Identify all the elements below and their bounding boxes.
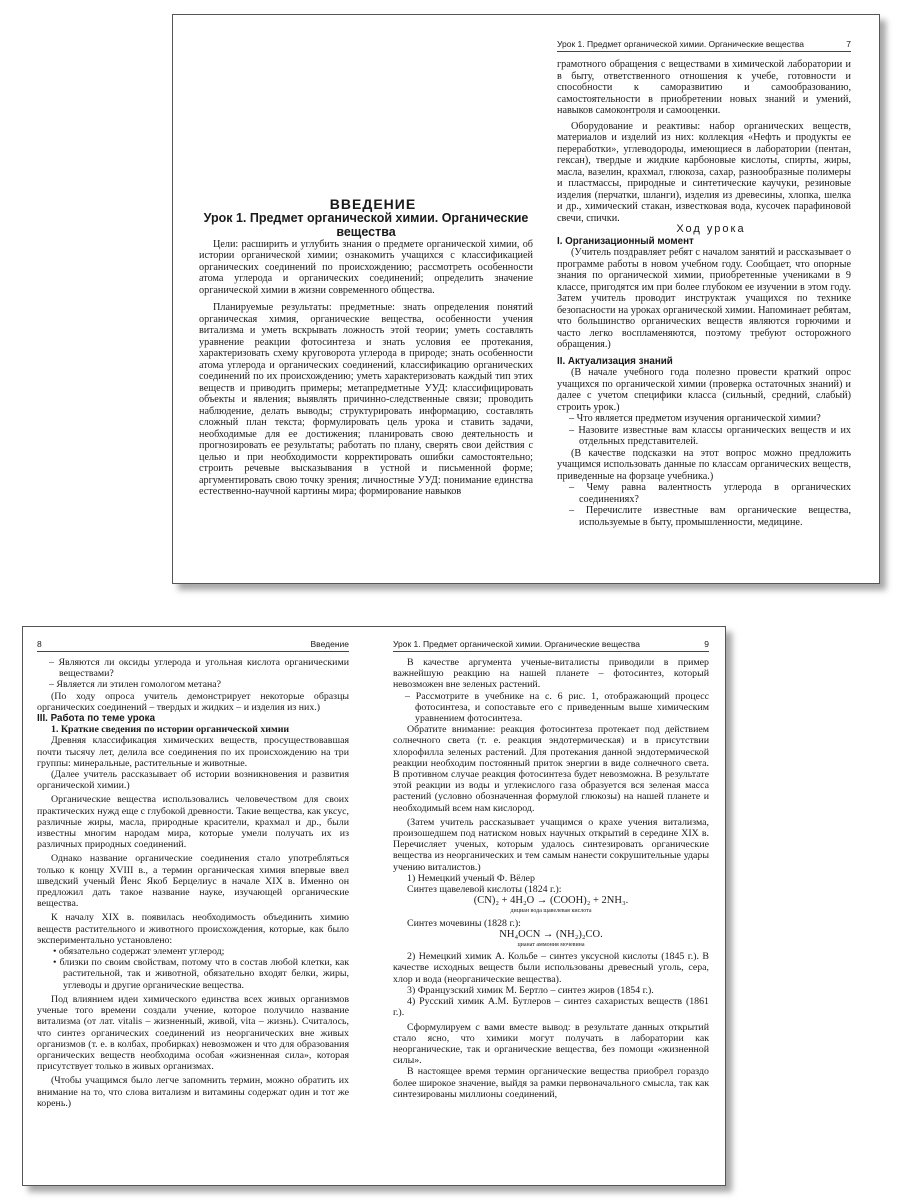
question-3: – Чему равна валентность углерода в органических соединениях?	[569, 482, 851, 505]
paragraph: Однако название органические соединения стало употребляться только к концу XVIII в., а термин органическая химия впервые ввел шведский ученый Йенс Якоб Берцелиус в начале XIX в. Именно он предложил дать такое название науке, изучающей органические вещества.	[37, 853, 349, 910]
paragraph: (Далее учитель рассказывает об истории возникновения и развития органической химии.)	[37, 769, 349, 792]
page-9-header	[393, 639, 709, 652]
paragraph: Под влиянием идеи химического единства всех живых организмов ученые того времени создали учение, которое получило название витализма (от лат. vitalis – жизненный, живой, vita – жизнь). Считалось, что синтез органических соединений из неорганических вне живых организмов (т. е. в колбах, пробирках) невозможен и что для образования органических веществ необходима особая «жизненная сила», которая присутствует только в живых организмах.	[37, 993, 349, 1073]
paragraph: Органические вещества использовались человечеством для своих практических нужд еще с глубокой древности. Такие вещества, как уксус, различные жиры, масла, природные красители, крахмал и др., были известны многим народам мира, которые умели получать их из различных природных соединений.	[37, 794, 349, 851]
page-7	[172, 14, 880, 584]
paragraph: (Затем учитель рассказывает учащимся о крахе учения витализма, произошедшем под натиском новых научных открытий в середине XIX в. Перечисляет ученых, которым удалось синтезировать органические вещества из неорганических и тем самым нанести сокрушительные удары учению виталистов.)	[393, 816, 709, 873]
paragraph: В качестве аргумента ученые-виталисты приводили в пример важнейшую реакцию на нашей планете – фотосинтез, который невозможен вне зеленых растений.	[393, 657, 709, 691]
section-1-title: I. Организационный момент	[557, 235, 694, 247]
left-column	[199, 196, 533, 498]
continuation-paragraph: грамотного обращения с веществами в химической лаборатории и в быту, ответственного отношения к учебе, готовности и способности к саморазвитию и самообразованию, самостоятельности в приобретении новых знаний и умений, навыков самоконтроля и самооценки.	[557, 59, 851, 116]
bullet-item: • близки по своим свойствам, потому что в состав любой клетки, как растительной, так и животной, обязательно входят белки, жиры, углеводы и другие органические вещества.	[53, 957, 349, 991]
formula-labels: дициан вода щавелевая кислота	[510, 908, 592, 915]
list-item: 1) Немецкий ученый Ф. Вёлер	[407, 872, 535, 884]
goals-paragraph: Цели: расширить и углубить знания о предмете органической химии, об истории органической химии; ознакомить учащихся с классификацией органических соединений по происхождению; рассмотреть особенности атома углерода и органических соединений; определить значение органической химии в жизни современного общества.	[199, 238, 533, 296]
formula-urea: NH₄OCN → (NH₂)₂CO.	[499, 928, 603, 940]
page-8-header	[37, 639, 349, 652]
page-header	[557, 39, 851, 52]
paragraph: Обратите внимание: реакция фотосинтеза протекает под действием солнечного света (т. е. реакция эндотермическая) и в присутствии хлорофилла зеленых растений. Для протекания данной эндотермической реакции необходим постоянный приток энергии в виде солнечного света. В противном случае реакция фотосинтеза будет невозможна. В результате этой реакции из воды и углекислого газа образуется вся зеленая масса растений (условно обозначенная формулой глюкозы) на нашей планете и необходимый всем нам кислород.	[393, 724, 709, 814]
list-item: Синтез мочевины (1828 г.):	[407, 917, 521, 929]
page-number: 9	[704, 639, 709, 649]
page-number: 8	[37, 639, 42, 649]
paragraph: (По ходу опроса учитель демонстрирует некоторые образцы органических соединений – твердых и жидких – и изделия из них.)	[37, 690, 349, 713]
paragraph: Древняя классификация химических веществ, просуществовавшая почти тысячу лет, делила все соединения по их происхождению на три группы: минеральные, растительные и животные.	[37, 735, 349, 769]
section-3-title: III. Работа по теме урока	[37, 713, 156, 725]
lesson-title: Урок 1. Предмет органической химии. Органические вещества	[203, 210, 529, 239]
question-1: – Что является предметом изучения органической химии?	[569, 413, 821, 424]
results-paragraph: Планируемые результаты: предметные: знать определения понятий органическая химия, органические вещества, особенности учения витализма и уметь вскрывать ложность этой теории; уметь составлять уравнение реакции фотосинтеза и знать условия ее протекания, характеризовать схему круговорота углерода в природе; знать особенности атома углерода и органических соединений, классификацию органических соединений по их происхождению; уметь характеризовать каждый тип этих веществ и приводить примеры; метапредметные УУД: классифицировать объекты и явления; выявлять причинно-следственные связи; проводить наблюдение, делать выводы; структурировать информацию, составлять сложный план текста; формулировать цель урока и ставить задачи, необходимые для ее достижения; планировать свою деятельность и прогнозировать ее результаты; работать по плану, сверять свои действия с целью и при необходимости корректировать ошибки самостоятельно; строить речевые высказывания в устной и письменной форме; аргументировать свою точку зрения; личностные УУД: понимание единства естественно-научной картины мира; формирование навыков	[199, 302, 533, 497]
subsection-1-title: 1. Краткие сведения по истории органической химии	[51, 724, 290, 736]
question-4: – Перечислите известные вам органические вещества, используемые в быту, промышленности, медицине.	[569, 505, 851, 528]
list-item: 2) Немецкий химик А. Кольбе – синтез уксусной кислоты (1845 г.). В качестве исходных веществ были использованы древесный уголь, сера, хлор и вода (неорганические вещества).	[393, 951, 709, 985]
section-2-text: (В начале учебного года полезно провести краткий опрос учащихся по органической химии (проверка остаточных знаний) и далее с учетом специфики класса (сильный, средний, слабый) строить урок.)	[557, 367, 851, 413]
section-2-title: II. Актуализация знаний	[557, 355, 673, 367]
running-title: Урок 1. Предмет органической химии. Органические вещества	[557, 39, 804, 49]
list-item: Синтез щавелевой кислоты (1824 г.):	[407, 884, 562, 896]
paragraph: Сформулируем с вами вместе вывод: в результате данных открытий стало ясно, что химики могут получать в лаборатории как неорганические, так и органические вещества, без помощи «жизненной силы».	[393, 1021, 709, 1067]
page-number: 7	[846, 39, 851, 49]
equipment-paragraph: Оборудование и реактивы: набор органических веществ, материалов и изделий из них: коллекция «Нефть и продукты ее переработки», углеводороды, имеющиеся в лаборатории (пентан, гексан), твердые и жидкие карбоновые кислоты, спирты, жиры, масла, вазелин, крахмал, глюкоза, сахар, разнообразные полимеры и пластмассы, природные и синтетические каучуки, резиновые изделия (перчатки, шланги), изделия из древесины, хлопка, шелка и др., химический стакан, известковая вода, кусочек парафиновой свечи, спички.	[557, 120, 851, 224]
running-title: Урок 1. Предмет органической химии. Органические вещества	[393, 639, 640, 649]
question-2: – Является ли этилен гомологом метана?	[49, 679, 222, 691]
page-spread-8-9	[22, 626, 726, 1186]
right-column	[557, 59, 851, 528]
hint-paragraph: (В качестве подсказки на этот вопрос можно предложить учащимся использовать данные по классам органических веществ, приведенные на форзаце учебника.)	[557, 447, 851, 482]
section-1-text: (Учитель поздравляет ребят с началом занятий и рассказывает о программе работы в новом учебном году. Сообщает, что опорные знания по органической химии, приобретенные учениками в 9 классе, пригодятся им при более глубоком ее изучении в этом году. Затем учитель проводит инструктаж учащихся по технике безопасности на уроках органической химии. Напоминает ребятам, что большинство органических веществ являются горючими и часто легко воспламеняются, поэтому требуют осторожного обращения.)	[557, 247, 851, 350]
paragraph: (Чтобы учащимся было легче запомнить термин, можно обратить их внимание на то, что слова витализм и витамины содержат один и тот же корень.)	[37, 1075, 349, 1109]
paragraph: В настоящее время термин органические вещества приобрел гораздо более широкое значение, выйдя за рамки первоначального смысла, так как синтезированы миллионы соединений,	[393, 1066, 709, 1100]
formula-oxalic-acid: (CN)₂ + 4H₂O → (COOH)₂ + 2NH₃.	[473, 895, 629, 907]
list-item: 4) Русский химик А.М. Бутлеров – синтез сахаристых веществ (1861 г.).	[393, 996, 709, 1019]
paragraph: К началу XIX в. появилась необходимость объединить химию веществ растительного и животного происхождения, которые, как было экспериментально установлено:	[37, 912, 349, 946]
question-1: – Являются ли оксиды углерода и угольная кислота органическими веществами?	[49, 657, 349, 680]
question-2: – Назовите известные вам классы органических веществ и их отдельных представителей.	[569, 424, 851, 447]
intro-heading: ВВЕДЕНИЕ	[329, 196, 417, 212]
question: – Рассмотрите в учебнике на с. 6 рис. 1, отображающий процесс фотосинтеза, и сопоставьте его с приведенным выше химическим уравнением фотосинтеза.	[405, 690, 709, 725]
list-item: 3) Французский химик М. Бертло – синтез жиров (1854 г.).	[407, 984, 654, 996]
formula-labels: цианат аммония мочевина	[517, 942, 585, 949]
running-title: Введение	[310, 639, 349, 649]
page-8-column	[37, 657, 349, 1109]
page-9-column	[393, 657, 709, 1100]
bullet-item: • обязательно содержат элемент углерод;	[53, 946, 225, 958]
hod-uroka-heading: Ход урока	[676, 223, 746, 235]
